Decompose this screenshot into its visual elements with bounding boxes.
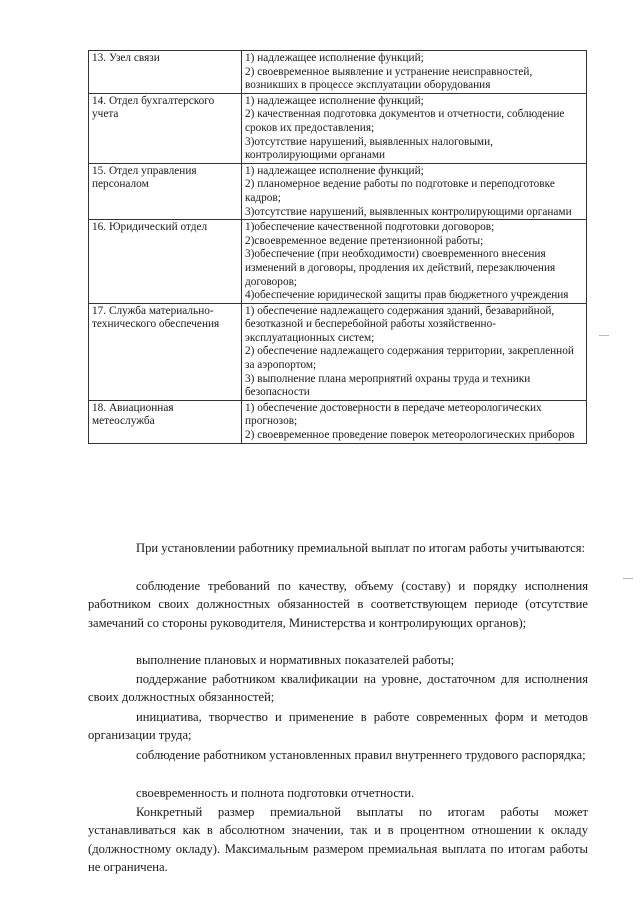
paragraph-reporting: своевременность и полнота подготовки отчетности.	[136, 786, 415, 800]
table-row	[89, 51, 587, 94]
table-row	[89, 303, 587, 400]
table-row	[89, 400, 587, 443]
table-row	[89, 163, 587, 219]
paragraph-qualification: поддержание работником квалификации на уровне, достаточном для исполнения своих должностных обязанностей;	[88, 672, 588, 705]
criteria-item: 1) надлежащее исполнение функций;	[245, 52, 424, 64]
paragraph-compliance: соблюдение требований по качеству, объему (составу) и порядку исполнения работником своих должностных обязанностей в соответствующем периоде (отсутствие замечаний со стороны руководителя, Министерства и контролирующих органов);	[88, 579, 588, 630]
criteria-item: 3) выполнение плана мероприятий охраны труда и техники безопасности	[245, 372, 531, 399]
criteria-item: 2)своевременное ведение претензионной работы;	[245, 234, 484, 247]
paragraph-initiative: инициатива, творчество и применение в работе современных форм и методов организации труда;	[88, 710, 588, 743]
criteria-item: 2) своевременное выявление и устранение неисправностей, возникших в процессе эксплуатации оборудования	[245, 65, 533, 92]
criteria-item: 1)обеспечение качественной подготовки договоров;	[245, 221, 495, 234]
paragraph-bonus-size: Конкретный размер премиальной выплаты по итогам работы может устанавливаться как в абсолютном значении, так и в процентном отношении к окладу (должностному окладу). Максимальным размером премиальная выплата по итогам работы не ограничена.	[88, 805, 588, 874]
department-cell: 15. Отдел управления персоналом	[89, 163, 242, 219]
criteria-item: 1) надлежащее исполнение функций;	[245, 94, 424, 107]
criteria-cell	[242, 400, 587, 443]
paragraph-intro: При установлении работнику премиальной выплат по итогам работы учитываются:	[136, 541, 586, 555]
criteria-table	[88, 50, 587, 444]
criteria-item: 1) надлежащее исполнение функций;	[245, 164, 424, 177]
criteria-cell	[242, 93, 587, 163]
paragraph-plan: выполнение плановых и нормативных показателей работы;	[136, 653, 455, 667]
criteria-item: 3)отсутствие нарушений, выявленных налоговыми, контролирующими органами	[245, 135, 493, 162]
scan-mark: —	[599, 330, 609, 341]
criteria-item: 2) своевременное проведение поверок метеорологических приборов	[245, 429, 575, 442]
criteria-item: 1) обеспечение достоверности в передаче метеорологических прогнозов;	[245, 401, 542, 428]
table-row	[89, 220, 587, 304]
criteria-item: 1) обеспечение надлежащего содержания зданий, безаварийной, безотказной и бесперебойной работы хозяйственно-эксплуатационных систем;	[245, 304, 555, 344]
criteria-cell	[242, 51, 587, 94]
criteria-cell	[242, 220, 587, 304]
department-cell: 14. Отдел бухгалтерского учета	[89, 93, 242, 163]
paragraph-discipline: соблюдение работником установленных правил внутреннего трудового распорядка;	[136, 748, 586, 762]
criteria-item: 3)обеспечение (при необходимости) своевременного внесения изменений в договоры, продления их действий, перезаключения договоров;	[245, 248, 556, 288]
scan-mark: —	[623, 573, 633, 584]
criteria-cell	[242, 163, 587, 219]
criteria-cell	[242, 303, 587, 400]
table-row	[89, 93, 587, 163]
department-cell: 18. Авиационная метеослужба	[89, 400, 242, 443]
criteria-item: 2) планомерное ведение работы по подготовке и переподготовке кадров;	[245, 178, 555, 204]
department-cell: 17. Служба материально-технического обеспечения	[89, 303, 242, 400]
criteria-table-body	[89, 51, 587, 444]
criteria-item: 4)обеспечение юридической защиты прав бюджетного учреждения	[245, 289, 569, 302]
department-cell: 13. Узел связи	[89, 51, 242, 94]
department-cell: 16. Юридический отдел	[89, 220, 242, 304]
criteria-item: 3)отсутствие нарушений, выявленных контролирующими органами	[245, 205, 572, 218]
criteria-item: 2) качественная подготовка документов и отчетности, соблюдение сроков их предоставления;	[245, 108, 565, 134]
criteria-item: 2) обеспечение надлежащего содержания территории, закрепленной за аэропортом;	[245, 345, 574, 372]
